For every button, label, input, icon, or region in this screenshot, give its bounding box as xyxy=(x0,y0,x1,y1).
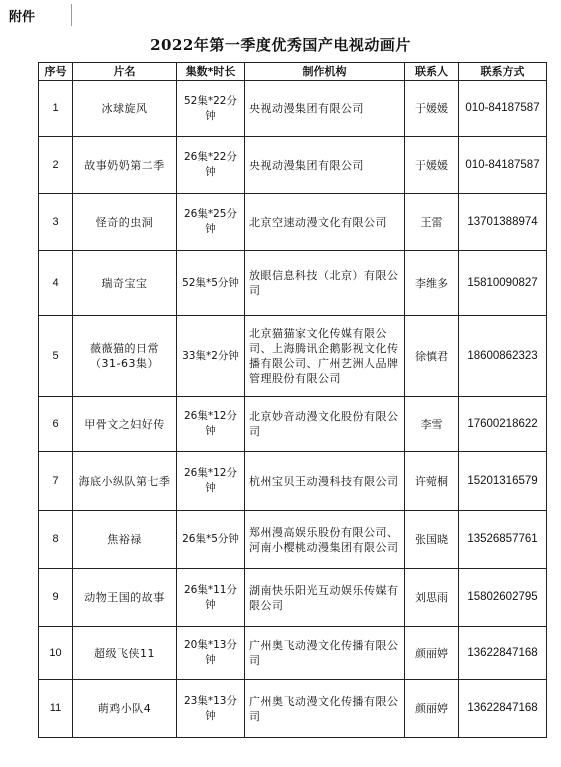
animation-list-table xyxy=(38,62,547,738)
row-title: 超级飞侠11 xyxy=(73,627,177,680)
row-title: 瑞奇宝宝 xyxy=(73,251,177,316)
row-no: 3 xyxy=(39,194,73,251)
row-no: 4 xyxy=(39,251,73,316)
row-producer: 湖南快乐阳光互动娱乐传媒有限公司 xyxy=(245,569,405,627)
attachment-label: 附件 xyxy=(9,10,36,25)
row-phone: 010-84187587 xyxy=(459,137,547,194)
row-episodes: 26集*11分钟 xyxy=(177,569,245,627)
row-episodes: 26集*12分钟 xyxy=(177,397,245,452)
document-title: 2022年第一季度优秀国产电视动画片 xyxy=(150,36,411,54)
header-producer: 制作机构 xyxy=(245,63,405,81)
row-episodes: 26集*25分钟 xyxy=(177,194,245,251)
row-episodes: 20集*13分钟 xyxy=(177,627,245,680)
table-row xyxy=(39,627,547,680)
table-row xyxy=(39,680,547,738)
row-contact: 王雷 xyxy=(405,194,459,251)
row-title: 故事奶奶第二季 xyxy=(73,137,177,194)
row-contact: 李维多 xyxy=(405,251,459,316)
row-producer: 央视动漫集团有限公司 xyxy=(245,81,405,137)
table-header-row xyxy=(39,63,547,81)
row-producer: 央视动漫集团有限公司 xyxy=(245,137,405,194)
row-phone: 15201316579 xyxy=(459,452,547,511)
row-contact: 张国晓 xyxy=(405,511,459,569)
header-contact: 联系人 xyxy=(405,63,459,81)
row-title: 冰球旋风 xyxy=(73,81,177,137)
row-title: 海底小纵队第七季 xyxy=(73,452,177,511)
row-episodes: 52集*22分钟 xyxy=(177,81,245,137)
row-title: 焦裕禄 xyxy=(73,511,177,569)
row-producer: 放眼信息科技（北京）有限公司 xyxy=(245,251,405,316)
row-producer: 广州奥飞动漫文化传播有限公司 xyxy=(245,627,405,680)
row-title: 薇薇猫的日常（31-63集） xyxy=(73,316,177,397)
row-producer: 广州奥飞动漫文化传播有限公司 xyxy=(245,680,405,738)
table-row xyxy=(39,194,547,251)
row-episodes: 26集*5分钟 xyxy=(177,511,245,569)
row-contact: 颜丽婷 xyxy=(405,627,459,680)
table-row xyxy=(39,81,547,137)
row-contact: 徐慎君 xyxy=(405,316,459,397)
row-no: 8 xyxy=(39,511,73,569)
row-contact: 刘思雨 xyxy=(405,569,459,627)
row-contact: 颜丽婷 xyxy=(405,680,459,738)
row-no: 6 xyxy=(39,397,73,452)
table-row xyxy=(39,511,547,569)
row-episodes: 26集*22分钟 xyxy=(177,137,245,194)
row-no: 2 xyxy=(39,137,73,194)
row-phone: 13622847168 xyxy=(459,627,547,680)
row-no: 10 xyxy=(39,627,73,680)
row-producer: 郑州漫高娱乐股份有限公司、河南小樱桃动漫集团有限公司 xyxy=(245,511,405,569)
row-producer: 北京空速动漫文化有限公司 xyxy=(245,194,405,251)
table-row xyxy=(39,397,547,452)
row-phone: 18600862323 xyxy=(459,316,547,397)
header-no: 序号 xyxy=(39,63,73,81)
row-no: 11 xyxy=(39,680,73,738)
row-phone: 15802602795 xyxy=(459,569,547,627)
row-producer: 杭州宝贝王动漫科技有限公司 xyxy=(245,452,405,511)
row-no: 9 xyxy=(39,569,73,627)
table-row xyxy=(39,569,547,627)
header-phone: 联系方式 xyxy=(459,63,547,81)
row-phone: 010-84187587 xyxy=(459,81,547,137)
row-contact: 李雪 xyxy=(405,397,459,452)
row-title: 动物王国的故事 xyxy=(73,569,177,627)
header-title: 片名 xyxy=(73,63,177,81)
table-row xyxy=(39,316,547,397)
row-contact: 许菀桐 xyxy=(405,452,459,511)
row-episodes: 52集*5分钟 xyxy=(177,251,245,316)
row-episodes: 26集*12分钟 xyxy=(177,452,245,511)
row-episodes: 33集*2分钟 xyxy=(177,316,245,397)
row-phone: 13526857761 xyxy=(459,511,547,569)
row-no: 5 xyxy=(39,316,73,397)
row-phone: 17600218622 xyxy=(459,397,547,452)
row-no: 1 xyxy=(39,81,73,137)
row-title: 萌鸡小队4 xyxy=(73,680,177,738)
row-contact: 于媛媛 xyxy=(405,137,459,194)
table-row xyxy=(39,137,547,194)
row-phone: 15810090827 xyxy=(459,251,547,316)
row-producer: 北京妙音动漫文化股份有限公司 xyxy=(245,397,405,452)
row-phone: 13622847168 xyxy=(459,680,547,738)
row-producer: 北京猫猫家文化传媒有限公司、上海腾讯企鹅影视文化传播有限公司、广州艺洲人品牌管理股份有限公司 xyxy=(245,316,405,397)
row-phone: 13701388974 xyxy=(459,194,547,251)
table-row xyxy=(39,452,547,511)
row-no: 7 xyxy=(39,452,73,511)
table-row xyxy=(39,251,547,316)
header-episodes: 集数*时长 xyxy=(177,63,245,81)
page-fold-line xyxy=(71,4,72,26)
row-title: 怪奇的虫洞 xyxy=(73,194,177,251)
row-title: 甲骨文之妇好传 xyxy=(73,397,177,452)
row-contact: 于媛媛 xyxy=(405,81,459,137)
row-episodes: 23集*13分钟 xyxy=(177,680,245,738)
